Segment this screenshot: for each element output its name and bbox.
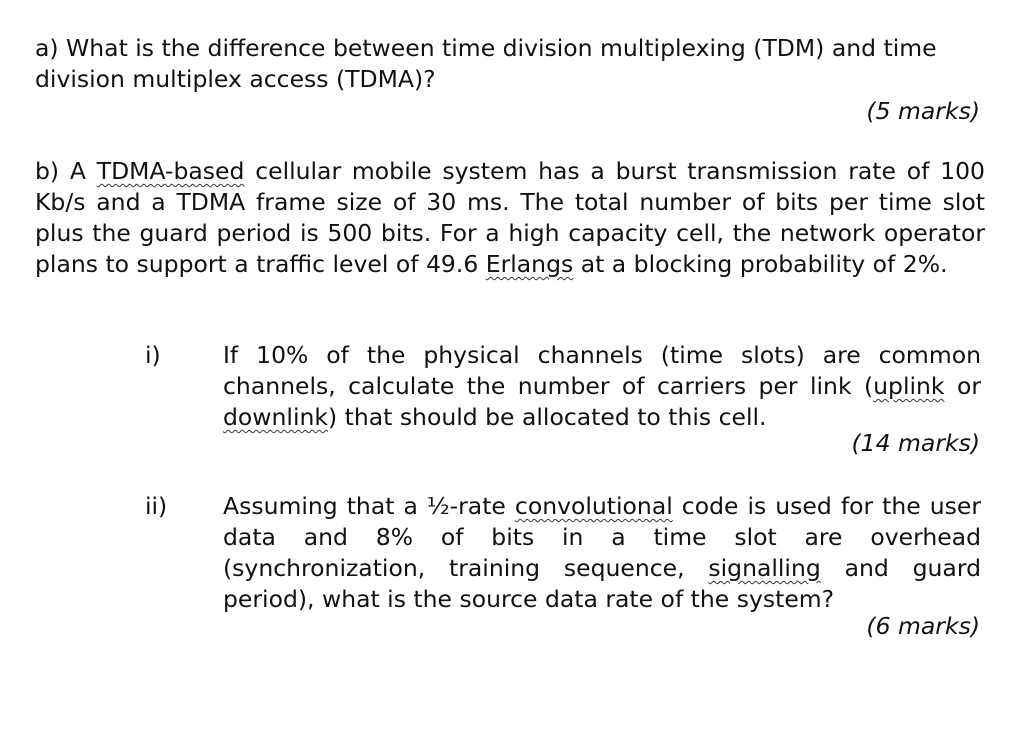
part-i-body-2: or bbox=[944, 372, 981, 400]
part-i-body-3: ) that should be allocated to this cell. bbox=[327, 403, 767, 431]
part-i-text bbox=[223, 340, 981, 433]
question-b-body-1: cellular mobile system has a burst transmission rate of 100 Kb/s and a TDMA frame size of 30 ms. The total number of bits per time slot plus the guard period is 500 bits. For a high capacity cell, the network operator plans to support a traffic level of 49.6 bbox=[35, 157, 985, 278]
spellcheck-term-uplink: uplink bbox=[873, 372, 945, 400]
question-a-marks: (5 marks) bbox=[866, 97, 980, 125]
question-a-line-2: division multiplex access (TDMA)? bbox=[35, 65, 436, 93]
question-a-line-1: a) What is the difference between time division multiplexing (TDM) and time bbox=[35, 34, 937, 62]
part-ii-marks: (6 marks) bbox=[866, 612, 980, 640]
spellcheck-term-erlangs: Erlangs bbox=[485, 250, 574, 278]
spellcheck-term-tdma-based: TDMA-based bbox=[96, 157, 245, 185]
question-b-body-2: at a blocking probability of 2%. bbox=[573, 250, 948, 278]
part-ii-body-1: Assuming that a ½-rate bbox=[223, 492, 515, 520]
question-b-text bbox=[35, 156, 985, 280]
spellcheck-term-convolutional: convolutional bbox=[514, 492, 673, 520]
spellcheck-term-downlink: downlink bbox=[223, 403, 328, 431]
question-a-text bbox=[35, 33, 985, 95]
part-ii-label: ii) bbox=[145, 492, 168, 520]
part-ii-text bbox=[223, 491, 981, 615]
part-i-label: i) bbox=[145, 341, 161, 369]
part-i-body-1: If 10% of the physical channels (time slots) are common channels, calculate the number of carriers per link ( bbox=[223, 341, 981, 400]
spellcheck-term-signalling: signalling bbox=[708, 554, 821, 582]
part-i-marks: (14 marks) bbox=[851, 429, 980, 457]
part-ii-body-2: code is used for the user data and 8% of bits in a time slot are overhead (synchronization, training sequence, bbox=[223, 492, 981, 582]
question-b-prefix: b) A bbox=[35, 157, 97, 185]
part-ii-body-3: and guard period), what is the source data rate of the system? bbox=[223, 554, 981, 613]
